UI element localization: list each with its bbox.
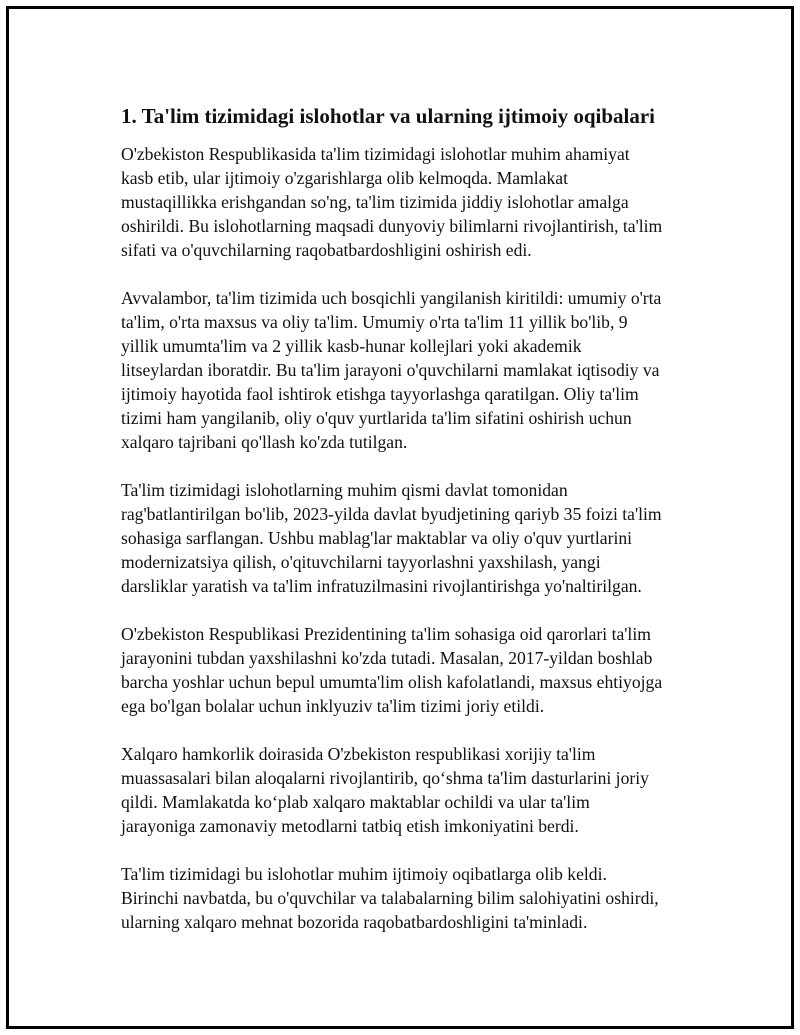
text-line: tizimi ham yangilanib, oliy o'quv yurtlarida ta'lim sifatini oshirish uchun <box>121 408 632 428</box>
text-line: Avvalambor, ta'lim tizimida uch bosqichli yangilanish kiritildi: umumiy o'rta <box>121 288 662 308</box>
text-line: sifati va o'quvchilarning raqobatbardoshligini oshirish edi. <box>121 240 532 260</box>
text-line: darsliklar yaratish va ta'lim infratuzilmasini rivojlantirishga yo'naltirilgan. <box>121 576 642 596</box>
section-heading: 1. Ta'lim tizimidagi islohotlar va ularning ijtimoiy oqibalari <box>121 104 656 128</box>
text-line: qildi. Mamlakatda ko‘plab xalqaro maktablar ochildi va ular ta'lim <box>121 792 590 812</box>
text-line: mustaqillikka erishgandan so'ng, ta'lim tizimida jiddiy islohotlar amalga <box>121 192 629 212</box>
text-line: jarayonini tubdan yaxshilashni ko'zda tutadi. Masalan, 2017-yildan boshlab <box>121 648 653 668</box>
text-line: jarayoniga zamonaviy metodlarni tatbiq etish imkoniyatini berdi. <box>121 816 579 836</box>
text-line: litseylardan iboratdir. Bu ta'lim jarayoni o'quvchilarni mamlakat iqtisodiy va <box>121 360 660 380</box>
text-line: muassasalari bilan aloqalarni rivojlantirib, qo‘shma ta'lim dasturlarini joriy <box>121 768 649 788</box>
text-line: modernizatsiya qilish, o'qituvchilarni tayyorlashni yaxshilash, yangi <box>121 552 601 572</box>
text-line: yillik umumta'lim va 2 yillik kasb-hunar kollejlari yoki akademik <box>121 336 582 356</box>
text-line: Xalqaro hamkorlik doirasida O'zbekiston respublikasi xorijiy ta'lim <box>121 744 596 764</box>
text-line: ega bo'lgan bolalar uchun inklyuziv ta'lim tizimi joriy etildi. <box>121 696 545 716</box>
text-line: barcha yoshlar uchun bepul umumta'lim olish kafolatlandi, maxsus ehtiyojga <box>121 672 663 692</box>
paragraph-3 <box>121 478 706 598</box>
text-line: oshirildi. Bu islohotlarning maqsadi dunyoviy bilimlarni rivojlantirish, ta'lim <box>121 216 663 236</box>
text-line: Birinchi navbatda, bu o'quvchilar va talabalarning bilim salohiyatini oshirdi, <box>121 888 659 908</box>
text-line: O'zbekiston Respublikasi Prezidentining ta'lim sohasiga oid qarorlari ta'lim <box>121 624 651 644</box>
text-line: rag'batlantirilgan bo'lib, 2023-yilda davlat byudjetining qariyb 35 foizi ta'lim <box>121 504 662 524</box>
text-line: ijtimoiy hayotida faol ishtirok etishga tayyorlashga qaratilgan. Oliy ta'lim <box>121 384 639 404</box>
paragraph-4 <box>121 622 706 718</box>
text-line: ularning xalqaro mehnat bozorida raqobatbardoshligini ta'minladi. <box>121 912 588 932</box>
document-body <box>121 103 706 958</box>
text-line: xalqaro tajribani qo'llash ko'zda tutilgan. <box>121 432 408 452</box>
page-frame <box>6 6 794 1029</box>
text-line: O'zbekiston Respublikasida ta'lim tizimidagi islohotlar muhim ahamiyat <box>121 144 630 164</box>
text-line: kasb etib, ular ijtimoiy o'zgarishlarga olib kelmoqda. Mamlakat <box>121 168 568 188</box>
text-line: sohasiga sarflangan. Ushbu mablag'lar maktablar va oliy o'quv yurtlarini <box>121 528 633 548</box>
text-line: Ta'lim tizimidagi bu islohotlar muhim ijtimoiy oqibatlarga olib keldi. <box>121 864 607 884</box>
text-line: Ta'lim tizimidagi islohotlarning muhim qismi davlat tomonidan <box>121 480 568 500</box>
paragraph-2 <box>121 286 706 454</box>
paragraph-6 <box>121 862 706 934</box>
paragraph-1 <box>121 142 706 262</box>
paragraph-5 <box>121 742 706 838</box>
text-line: ta'lim, o'rta maxsus va oliy ta'lim. Umumiy o'rta ta'lim 11 yillik bo'lib, 9 <box>121 312 628 332</box>
